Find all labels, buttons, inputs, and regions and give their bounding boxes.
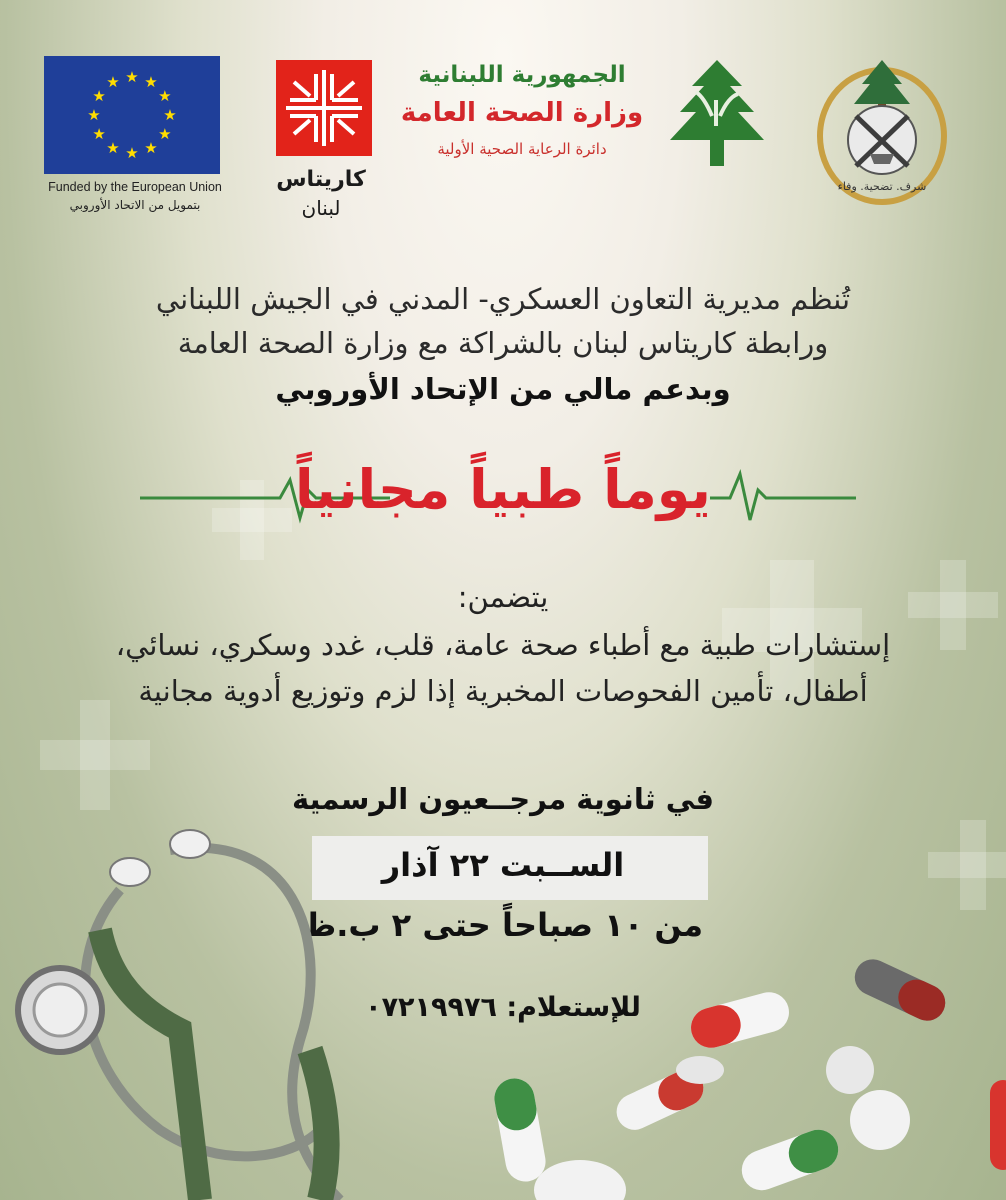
- pills-icon: [430, 950, 1006, 1200]
- cedar-tree-icon: [662, 56, 772, 170]
- eu-star-icon: ★: [158, 87, 172, 105]
- intro-organizer-line: تُنظم مديرية التعاون العسكري- المدني في الجيش اللبناني: [155, 282, 851, 316]
- eu-star-icon: ★: [106, 138, 120, 157]
- caritas-name: كاريتاس: [276, 167, 366, 192]
- caritas-logo: [276, 60, 372, 156]
- event-time: من ١٠ صباحاً حتى ٢ ب.ظ: [302, 906, 704, 944]
- intro-funding-line: وبدعم مالي من الإتحاد الأوروبي: [275, 372, 731, 406]
- eu-caption-arabic: بتمويل من الاتحاد الأوروبي: [69, 198, 201, 212]
- contact-phone: للإستعلام: ٠٧٢١٩٩٧٦: [365, 992, 641, 1023]
- caritas-country: لبنان: [301, 196, 341, 220]
- headline-free-medical-day: يوماً طبياً مجانياً: [295, 458, 711, 521]
- army-motto: شرف. تضحية. وفاء: [837, 180, 927, 193]
- eu-star-icon: ★: [158, 125, 172, 143]
- eu-flag-icon: [44, 56, 220, 174]
- eu-star-icon: ★: [125, 68, 139, 86]
- eu-caption: [30, 180, 240, 212]
- eu-star-icon: ★: [144, 73, 158, 92]
- intro-partner-line: ورابطة كاريتاس لبنان بالشراكة مع وزارة الصحة العامة: [177, 326, 829, 360]
- eu-star-icon: ★: [106, 73, 120, 92]
- moph-republic-title: الجمهورية اللبنانية: [418, 62, 626, 88]
- moph-department-title: دائرة الرعاية الصحية الأولية: [437, 140, 607, 158]
- medical-cross-decor-icon: [40, 740, 150, 770]
- services-line-1: إستشارات طبية مع أطباء صحة عامة، قلب، غدد وسكري، نسائي،: [115, 628, 891, 662]
- eu-star-icon: ★: [87, 106, 101, 124]
- eu-caption-english: Funded by the European Union: [48, 180, 222, 194]
- services-line-2: أطفال، تأمين الفحوصات المخبرية إذا لزم وتوزيع أدوية مجانية: [138, 674, 868, 708]
- eu-star-icon: ★: [92, 87, 106, 105]
- lebanese-army-emblem-icon: [806, 50, 958, 208]
- event-date: الســبت ٢٢ آذار: [381, 846, 625, 884]
- eu-star-icon: ★: [125, 144, 139, 162]
- eu-star-icon: ★: [144, 138, 158, 157]
- caritas-flame-cross-icon: [276, 60, 372, 156]
- event-venue: في ثانوية مرجــعيون الرسمية: [291, 782, 715, 816]
- includes-label: يتضمن:: [457, 580, 549, 614]
- eu-star-icon: ★: [163, 106, 177, 124]
- eu-star-icon: ★: [92, 125, 106, 143]
- moph-ministry-title: وزارة الصحة العامة: [400, 98, 644, 128]
